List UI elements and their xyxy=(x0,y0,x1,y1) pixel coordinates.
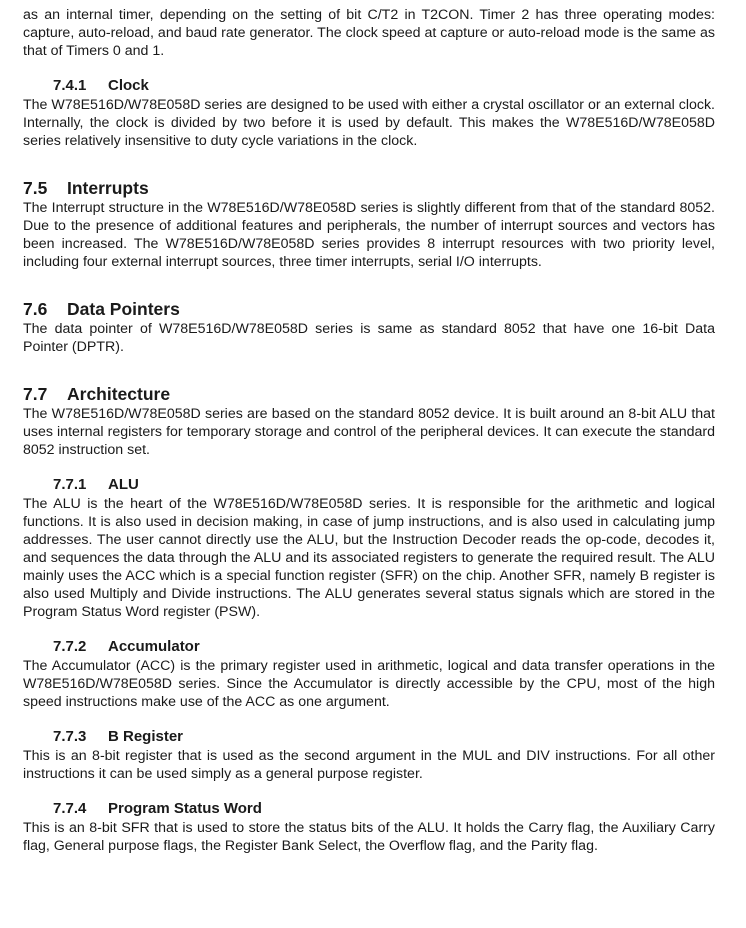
section-title: Clock xyxy=(108,77,149,94)
heading-7-7-2 xyxy=(23,637,715,657)
intro-paragraph: as an internal timer, depending on the setting of bit C/T2 in T2CON. Timer 2 has three operating modes: capture, auto-reload, and baud rate generator. The clock speed at capture or auto-reload mode is the same as that of Timers 0 and 1. xyxy=(23,7,715,59)
section-number: 7.7.2 xyxy=(53,638,87,655)
section-number: 7.7.1 xyxy=(53,476,87,493)
alu-paragraph: The ALU is the heart of the W78E516D/W78E058D series. It is responsible for the arithmetic and logical functions. It is also used in decision making, in case of jump instructions, and is also used in calculating jump addresses. The user cannot directly use the ALU, but the Instruction Decoder reads the op-code, decodes it, and sequences the data through the ALU and its associated registers to generate the required result. The ALU mainly uses the ACC which is a special function register (SFR) on the chip. Another SFR, namely B register is also used Multiply and Divide instructions. The ALU generates several status signals which are stored in the Program Status Word register (PSW). xyxy=(23,496,715,620)
section-number: 7.7.4 xyxy=(53,800,87,817)
heading-7-6 xyxy=(23,298,715,320)
section-number: 7.5 xyxy=(23,178,48,198)
heading-7-7-3 xyxy=(23,727,715,747)
section-number: 7.7 xyxy=(23,384,48,404)
section-title: B Register xyxy=(108,728,184,745)
section-title: Program Status Word xyxy=(108,800,262,817)
heading-7-4-1 xyxy=(23,76,715,96)
section-title: Accumulator xyxy=(108,638,200,655)
section-title: Interrupts xyxy=(67,178,149,198)
heading-7-5 xyxy=(23,177,715,199)
architecture-paragraph: The W78E516D/W78E058D series are based on the standard 8052 device. It is built around an 8-bit ALU that uses internal registers for temporary storage and control of the peripheral devices. It can execute the standard 8052 instruction set. xyxy=(23,406,715,458)
b-register-paragraph: This is an 8-bit register that is used as the second argument in the MUL and DIV instructions. For all other instructions it can be used simply as a general purpose register. xyxy=(23,748,715,782)
data-pointers-paragraph: The data pointer of W78E516D/W78E058D series is same as standard 8052 that have one 16-bit Data Pointer (DPTR). xyxy=(23,321,715,355)
section-title: Architecture xyxy=(67,384,171,404)
section-title: ALU xyxy=(108,476,139,493)
psw-paragraph: This is an 8-bit SFR that is used to store the status bits of the ALU. It holds the Carry flag, the Auxiliary Carry flag, General purpose flags, the Register Bank Select, the Overflow flag, and the Parity flag. xyxy=(23,820,715,854)
heading-7-7-1 xyxy=(23,475,715,495)
heading-7-7 xyxy=(23,383,715,405)
heading-7-7-4 xyxy=(23,799,715,819)
section-number: 7.7.3 xyxy=(53,728,87,745)
section-number: 7.4.1 xyxy=(53,77,87,94)
section-number: 7.6 xyxy=(23,299,48,319)
interrupts-paragraph: The Interrupt structure in the W78E516D/W78E058D series is slightly different from that of the standard 8052. Due to the presence of additional features and peripherals, the number of interrupt sources and vectors has been increased. The W78E516D/W78E058D series provides 8 interrupt resources with two priority level, including four external interrupt sources, three timer interrupts, serial I/O interrupts. xyxy=(23,200,715,270)
clock-paragraph: The W78E516D/W78E058D series are designed to be used with either a crystal oscillator or an external clock. Internally, the clock is divided by two before it is used by default. This makes the W78E516D/W78E058D series relatively insensitive to duty cycle variations in the clock. xyxy=(23,97,715,149)
section-title: Data Pointers xyxy=(67,299,180,319)
accumulator-paragraph: The Accumulator (ACC) is the primary register used in arithmetic, logical and data transfer operations in the W78E516D/W78E058D series. Since the Accumulator is directly accessible by the CPU, most of the high speed instructions make use of the ACC as one argument. xyxy=(23,658,715,710)
